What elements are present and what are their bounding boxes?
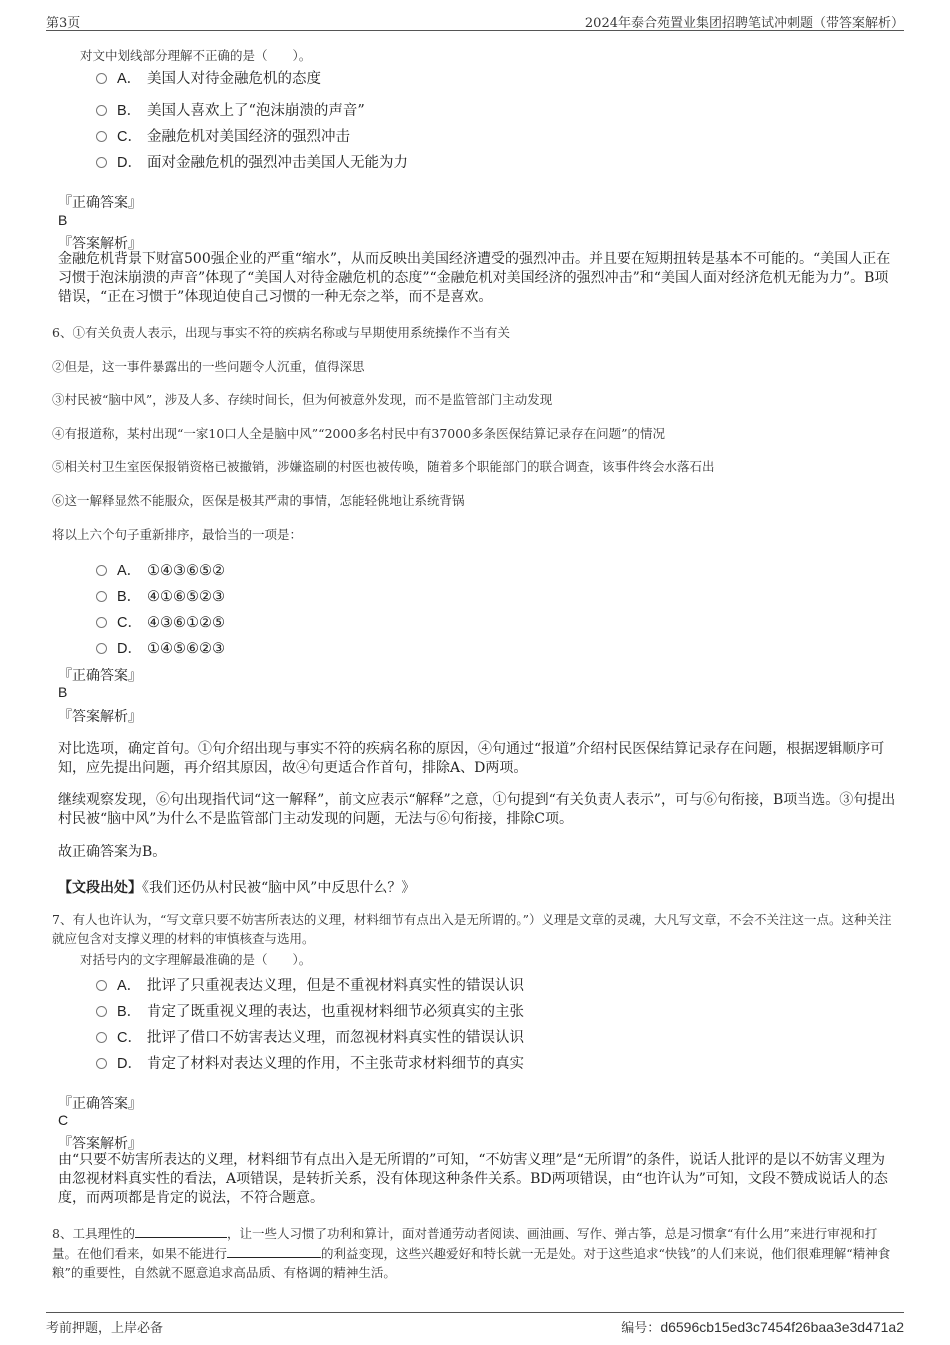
q7-analysis-label: 『答案解析』 bbox=[58, 1136, 142, 1152]
radio-icon[interactable] bbox=[96, 591, 107, 602]
radio-icon[interactable] bbox=[96, 1006, 107, 1017]
q5-analysis-label: 『答案解析』 bbox=[58, 236, 142, 252]
q7-option-a[interactable]: A． 批评了只重视表达义理，但是不重视材料真实性的错误认识 bbox=[96, 974, 524, 995]
q6-sentence-5: ⑤相关村卫生室医保报销资格已被撤销，涉嫌盗刷的村医也被传唤，随着多个职能部门的联合调查，该事件终会水落石出 bbox=[52, 459, 715, 474]
q7-stem: 7、有人也许认为，“写文章只要不妨害所表达的义理，材料细节有点出入是无所谓的。”）义理是文章的灵魂，大凡写文章，不会不关注这一点。这种关注就应包含对支撑义理的材料的审慎核查与选用。 bbox=[52, 912, 892, 946]
q7-sub-stem: 对括号内的文字理解最准确的是（ ）。 bbox=[80, 952, 312, 967]
page-header bbox=[46, 10, 904, 31]
radio-icon[interactable] bbox=[96, 157, 107, 168]
q6-analysis-2: 继续观察发现，⑥句出现指代词“这一解释”，前文应表示“解释”之意，①句提到“有关负责人表示”，可与⑥句衔接，B项当选。③句提出村民被“脑中风”为什么不是监管部门主动发现的问题，无法与⑥句衔接，排除C项。 bbox=[58, 792, 896, 827]
q6-answer-label: 『正确答案』 bbox=[58, 668, 142, 684]
q6-sentence-2: ②但是，这一事件暴露出的一些问题令人沉重，值得深思 bbox=[52, 359, 365, 374]
q7-answer: C bbox=[58, 1112, 69, 1128]
q5-option-d[interactable]: D． 面对金融危机的强烈冲击美国人无能为力 bbox=[96, 151, 408, 172]
q8-stem: 8、工具理性的 ，让一些人习惯了功利和算计，面对普通劳动者阅读、画油画、写作、弹古筝，总是习惯拿“有什么用”来进行审视和打量。在他们看来，如果不能进行 的利益变现，这些兴趣爱好和特长就一无是处。对于这些追求“快钱”的人们来说，他们很难理解“精神食粮”的重要性，自然就不愿意追求高品质、有格调的精神生活。 bbox=[52, 1223, 900, 1282]
fill-blank-1[interactable] bbox=[135, 1223, 227, 1238]
radio-icon[interactable] bbox=[96, 1058, 107, 1069]
radio-icon[interactable] bbox=[96, 1032, 107, 1043]
radio-icon[interactable] bbox=[96, 131, 107, 142]
q5-analysis: 金融危机背景下财富500强企业的严重“缩水”，从而反映出美国经济遭受的强烈冲击。并且要在短期扭转是基本不可能的。“美国人正在习惯于泡沫崩溃的声音”体现了“美国人对待金融危机的态度”“金融危机对美国经济的强烈冲击”和“美国人面对经济危机无能为力”。B项错误，“正在习惯于”体现迫使自己习惯的一种无奈之举，而不是喜欢。 bbox=[58, 251, 891, 305]
document-code: 编号：d6596cb15ed3c7454f26baa3e3d471a2 bbox=[621, 1319, 904, 1336]
q6-sentence-4: ④有报道称，某村出现“一家10口人全是脑中风”“2000多名村民中有37000多条医保结算记录存在问题”的情况 bbox=[52, 426, 666, 441]
q5-option-c[interactable]: C． 金融危机对美国经济的强烈冲击 bbox=[96, 125, 350, 146]
radio-icon[interactable] bbox=[96, 565, 107, 576]
q6-analysis-1: 对比选项，确定首句。①句介绍出现与事实不符的疾病名称的原因，④句通过“报道”介绍村民医保结算记录存在问题，根据逻辑顺序可知，应先提出问题，再介绍其原因，故④句更适合作首句，排除A、D两项。 bbox=[58, 741, 885, 776]
page-number: 第3页 bbox=[46, 16, 81, 31]
radio-icon[interactable] bbox=[96, 105, 107, 116]
q6-option-a[interactable]: A． ①④③⑥⑤② bbox=[96, 559, 225, 580]
q5-option-a[interactable]: A． 美国人对待金融危机的态度 bbox=[96, 67, 321, 88]
q6-source-label: 【文段出处】 bbox=[58, 880, 142, 896]
document-title: 2024年泰合苑置业集团招聘笔试冲刺题（带答案解析） bbox=[584, 16, 904, 31]
q7-answer-label: 『正确答案』 bbox=[58, 1096, 142, 1112]
q7-option-d[interactable]: D． 肯定了材料对表达义理的作用，不主张苛求材料细节的真实 bbox=[96, 1052, 524, 1073]
q6-analysis-3: 故正确答案为B。 bbox=[58, 844, 167, 860]
q7-analysis: 由“只要不妨害所表达的义理，材料细节有点出入是无所谓的”可知，“不妨害义理”是“无所谓”的条件，说话人批评的是以不妨害义理为由忽视材料真实性的看法，A项错误，是转折关系，没有体现这种条件关系。BD两项错误，由“也许认为”可知，文段不赞成说话人的态度，而两项都是肯定的说法，不符合题意。 bbox=[58, 1152, 888, 1206]
q5-option-b[interactable]: B． 美国人喜欢上了“泡沫崩溃的声音” bbox=[96, 99, 365, 120]
q6-sentence-6: ⑥这一解释显然不能服众，医保是极其严肃的事情，怎能轻佻地让系统背锅 bbox=[52, 493, 465, 508]
radio-icon[interactable] bbox=[96, 73, 107, 84]
radio-icon[interactable] bbox=[96, 980, 107, 991]
q6-prompt: 将以上六个句子重新排序，最恰当的一项是： bbox=[52, 527, 303, 542]
q6-option-d[interactable]: D． ①④⑤⑥②③ bbox=[96, 637, 225, 658]
radio-icon[interactable] bbox=[96, 643, 107, 654]
q6-source bbox=[58, 877, 415, 897]
q6-option-b[interactable]: B． ④①⑥⑤②③ bbox=[96, 585, 225, 606]
q6-sentence-1: 6、①有关负责人表示，出现与事实不符的疾病名称或与早期使用系统操作不当有关 bbox=[52, 325, 510, 340]
q6-option-c[interactable]: C． ④③⑥①②⑤ bbox=[96, 611, 225, 632]
q5-answer: B bbox=[58, 212, 68, 228]
fill-blank-2[interactable] bbox=[227, 1243, 321, 1258]
q6-answer: B bbox=[58, 684, 68, 700]
q7-option-c[interactable]: C． 批评了借口不妨害表达义理，而忽视材料真实性的错误认识 bbox=[96, 1026, 524, 1047]
q5-stem: 对文中划线部分理解不正确的是（ ）。 bbox=[80, 48, 312, 63]
q6-source-title: 《我们还仍从村民被“脑中风”中反思什么？》 bbox=[142, 880, 416, 896]
page-footer bbox=[46, 1312, 904, 1336]
q6-sentence-3: ③村民被“脑中风”，涉及人多、存续时间长，但为何被意外发现，而不是监管部门主动发现 bbox=[52, 392, 553, 407]
radio-icon[interactable] bbox=[96, 617, 107, 628]
footer-slogan: 考前押题，上岸必备 bbox=[46, 1321, 164, 1336]
q6-analysis-label: 『答案解析』 bbox=[58, 709, 142, 725]
q5-answer-label: 『正确答案』 bbox=[58, 195, 142, 211]
q7-option-b[interactable]: B． 肯定了既重视义理的表达，也重视材料细节必须真实的主张 bbox=[96, 1000, 524, 1021]
